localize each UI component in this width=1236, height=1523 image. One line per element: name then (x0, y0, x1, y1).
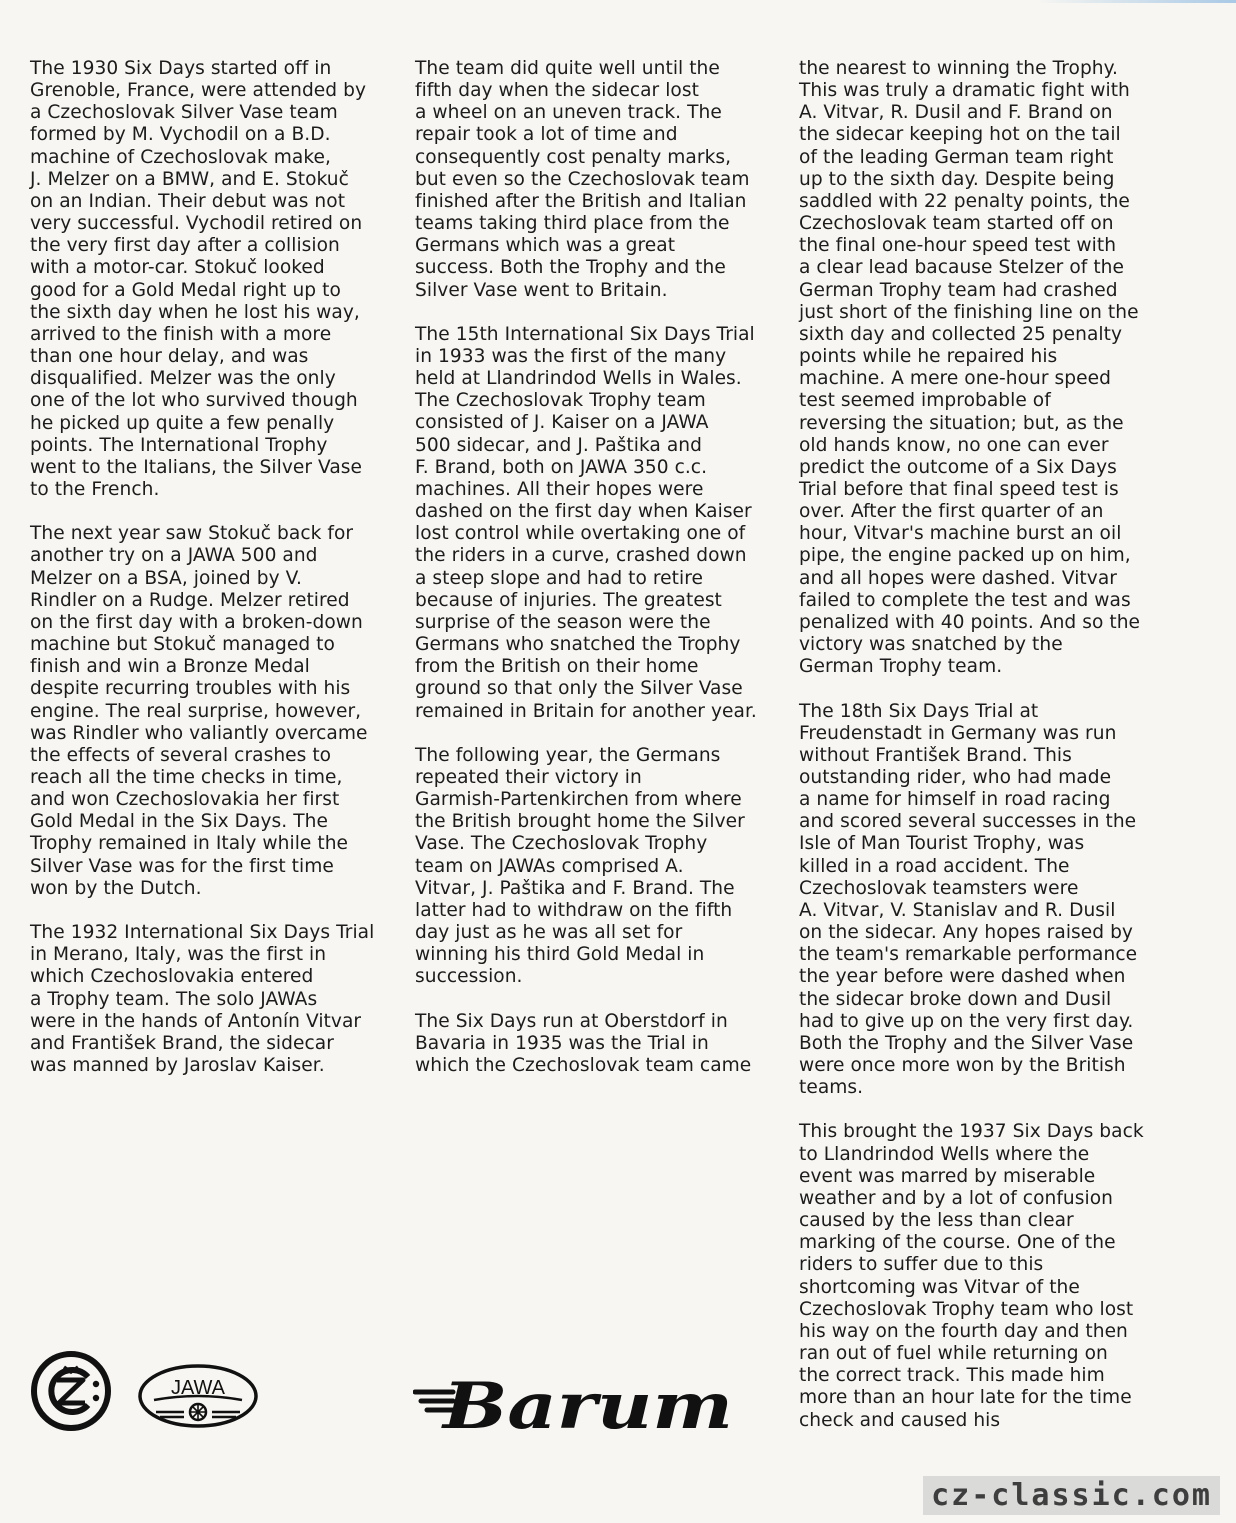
barum-logo-icon (413, 1370, 735, 1440)
paragraph: The 1930 Six Days started off in Grenoble, France, were attended by a Czechoslovak Silver Vase team formed by M. Vychodil on a B.D. machine of Czechoslovak make, J. Melzer on a BMW, and E. Stokuč on an Indian. Their debut was not very successful. Vychodil retired on the very first day after a collision with a motor-car. Stokuč looked good for a Gold Medal right up to the sixth day when he lost his way, arrived to the finish with a more than one hour delay, and was disqualified. Melzer was the only one of the lot who survived though he picked up quite a few penally points. The International Trophy went to the Italians, the Silver Vase to the French. (30, 58, 367, 500)
paragraph: The team did quite well until the fifth day when the sidecar lost a wheel on an uneven track. The repair took a lot of time and consequently cost penalty marks, but even so the Czechoslovak team finished after the British and Italian teams taking third place from the Germans which was a great success. Both the Trophy and the Silver Vase went to Britain. (415, 58, 750, 301)
paragraph: The 1932 International Six Days Trial in Merano, Italy, was the first in which Czechoslovakia entered a Trophy team. The solo JAWAs were in the hands of Antonín Vitvar and František Brand, the sidecar was manned by Jaroslav Kaiser. (30, 922, 375, 1076)
text-column-1 (30, 58, 400, 1099)
paragraph: The next year saw Stokuč back for another try on a JAWA 500 and Melzer on a BSA, joined by V. Rindler on a Rudge. Melzer retired on the first day with a broken-down machine but Stokuč managed to finish and win a Bronze Medal despite recurring troubles with his engine. The real surprise, however, was Rindler who valiantly overcame the effects of several crashes to reach all the time checks in time, and won Czechoslovakia her first Gold Medal in the Six Days. The Trophy remained in Italy while the Silver Vase was for the first time won by the Dutch. (30, 523, 368, 899)
cz-logo-icon (30, 1350, 112, 1432)
watermark: cz-classic.com (923, 1476, 1220, 1515)
barum-logo-text: Barum (440, 1370, 733, 1440)
paragraph: The 15th International Six Days Trial in 1933 was the first of the many held at Llandrindod Wells in Wales. The Czechoslovak Trophy team consisted of J. Kaiser on a JAWA 500 sidecar, and J. Paštika and F. Brand, both on JAWA 350 c.c. machines. All their hopes were dashed on the first day when Kaiser lost control while overtaking one of the riders in a curve, crashed down a steep slope and had to retire because of injuries. The greatest surprise of the season were the Germans who snatched the Trophy from the British on their home ground so that only the Silver Vase remained in Britain for another year. (415, 323, 757, 722)
jawa-logo-text: JAWA (170, 1377, 226, 1399)
paragraph: The 18th Six Days Trial at Freudenstadt in Germany was run without František Brand. This outstanding rider, who had made a name for himself in road racing and scored several successes in the Isle of Man Tourist Trophy, was killed in a road accident. The Czechoslovak teamsters were A. Vitvar, V. Stanislav and R. Dusil on the sidecar. Any hopes raised by the team's remarkable performance the year before were dashed when the sidecar broke down and Dusil had to give up on the very first day. Both the Trophy and the Silver Vase were once more won by the British teams. (799, 700, 1138, 1099)
paragraph: The following year, the Germans repeated their victory in Garmish-Partenkirchen from where the British brought home the Silver Vase. The Czechoslovak Trophy team on JAWAs comprised A. Vitvar, J. Paštika and F. Brand. The latter had to withdraw on the fifth day just as he was all set for winning his third Gold Medal in succession. (415, 744, 745, 988)
text-column-3 (799, 58, 1169, 1454)
text-column-2 (415, 58, 785, 1099)
jawa-logo-icon (136, 1362, 260, 1432)
scan-edge-tint (1036, 0, 1236, 3)
paragraph: the nearest to winning the Trophy. This was truly a dramatic fight with A. Vitvar, R. Dusil and F. Brand on the sidecar keeping hot on the tail of the leading German team right up to the sixth day. Despite being saddled with 22 penalty points, the Czechoslovak team started off on the final one-hour speed test with a clear lead bacause Stelzer of the German Trophy team had crashed just short of the finishing line on the sixth day and collected 25 penalty points while he repaired his machine. A mere one-hour speed test seemed improbable of reversing the situation; but, as the old hands know, no one can ever predict the outcome of a Six Days Trial before that final speed test is over. After the first quarter of an hour, Vitvar's machine burst an oil pipe, the engine packed up on him, and all hopes were dashed. Vitvar failed to complete the test and was penalized with 40 points. And so the victory was snatched by the German Trophy team. (799, 58, 1141, 678)
paragraph: This brought the 1937 Six Days back to Llandrindod Wells where the event was marred by miserable weather and by a lot of confusion caused by the less than clear marking of the course. One of the riders to suffer due to this shortcoming was Vitvar of the Czechoslovak Trophy team who lost his way on the fourth day and then ran out of fuel while returning on the correct track. This made him more than an hour late for the time check and caused his (799, 1121, 1144, 1431)
paragraph: The Six Days run at Oberstdorf in Bavaria in 1935 was the Trial in which the Czechoslovak team came (415, 1010, 752, 1076)
